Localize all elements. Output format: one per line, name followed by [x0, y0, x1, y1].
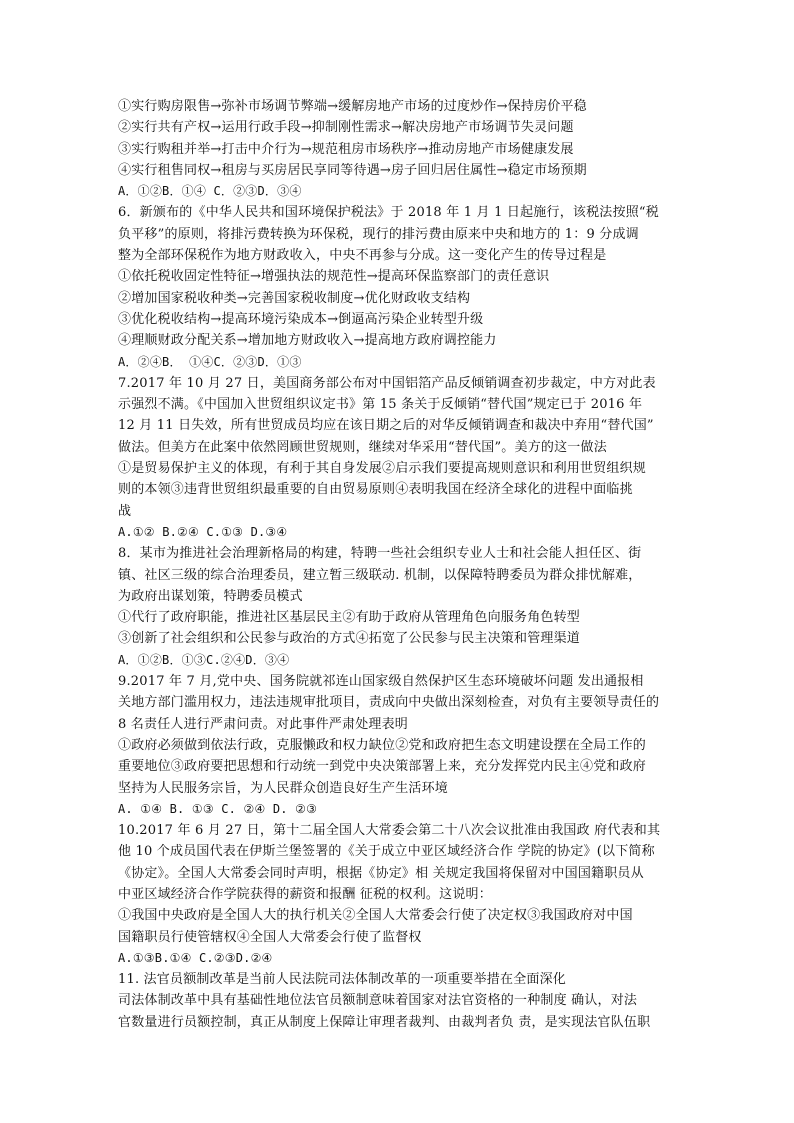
text-line: ④理顺财政分配关系→增加地方财政收入→提高地方政府调控能力 — [118, 333, 497, 349]
text-line: ④实行租售同权→租房与买房居民享同等待遇→房子回归居住属性→稳定市场预期 — [118, 162, 587, 178]
text-line: 6．新颁布的《中华人民共和国环境保护税法》于 2018 年 1 月 1 日起施行，该税法按照“税 — [118, 205, 659, 221]
text-line: 国籍职员行使管辖权④全国人大常委会行使了监督权 — [118, 929, 422, 945]
document-page — [118, 96, 684, 1033]
text-line: 7.2017 年 10 月 27 日，美国商务部公布对中国铝箔产品反倾销调查初步裁定，中方对此表 — [118, 375, 656, 391]
text-line: 12 月 11 日失效，所有世贸成员均应在该日期之后的对华反倾销调查和裁决中弃用“替代国” — [118, 418, 654, 434]
text-line: ①依托税收固定性特征→增强执法的规范性→提高环保监察部门的责任意识 — [118, 269, 550, 285]
text-line: A．①②B．①④ C．②③D．③④ — [118, 184, 302, 199]
text-line: 8 名责任人进行严肃问责。对此事件严肃处理表明 — [118, 716, 409, 732]
text-line: A．①②B．①③C.②④D．③④ — [118, 652, 290, 667]
text-line: 做法。但美方在此案中依然罔顾世贸规则，继续对华采用“替代国”。美方的这一做法 — [118, 439, 607, 455]
text-line: ②增加国家税收种类→完善国家税收制度→优化财政收支结构 — [118, 290, 471, 306]
text-line: ①政府必须做到依法行政，克服懒政和权力缺位②党和政府把生态文明建设摆在全局工作的 — [118, 737, 647, 753]
text-line: A.①③B.①④ C.②③D.②④ — [118, 950, 273, 965]
text-line: 10.2017 年 6 月 27 日，第十二届全国人大常委会第二十八次会议批准由我国政 府代表和其 — [118, 823, 661, 839]
text-line: 负平移”的原则，将排污费转换为环保税，现行的排污费由原来中央和地方的 1：9 分成调 — [118, 226, 639, 242]
text-line: 为政府出谋划策，特聘委员模式 — [118, 588, 303, 604]
text-line: 关地方部门滥用权力，违法违规审批项目，责成向中央做出深刻检查，对负有主要领导责任的 — [118, 695, 660, 711]
text-line: A. ①④ B. ①③ C. ②④ D. ②③ — [118, 801, 318, 816]
text-line: 镇、社区三级的综合治理委员，建立暂三级联动. 机制，以保障特聘委员为群众排忧解难， — [118, 567, 642, 583]
text-line: 坚持为人民服务宗旨，为人民群众创造良好生产生活环境 — [118, 780, 449, 796]
text-line: ③实行购租并举→打击中介行为→规范租房市场秩序→推动房地产市场健康发展 — [118, 141, 574, 157]
text-line: ③优化税收结构→提高环境污染成本→倒逼高污染企业转型升级 — [118, 311, 484, 327]
text-line: ①是贸易保护主义的体现，有利于其自身发展②启示我们要提高规则意识和利用世贸组织规 — [118, 461, 647, 477]
text-line: A．②④B． ①④C．②③D．①③ — [118, 354, 302, 369]
text-line: 11. 法官员额制改革是当前人民法院司法体制改革的一项重要举措在全面深化 — [118, 972, 567, 988]
text-line: 司法体制改革中具有基础性地位法官员额制意味着国家对法官资格的一种制度 确认，对法 — [118, 993, 638, 1009]
text-line: A.①② B.②④ C.①③ D.③④ — [118, 524, 288, 539]
text-line: 整为全部环保税作为地方财政收入，中央不再参与分成。这一变化产生的传导过程是 — [118, 248, 607, 264]
text-line: 《协定》。全国人大常委会同时声明，根据《协定》相 关规定我国将保留对中国国籍职员从 — [118, 865, 644, 881]
text-line: ③创新了社会组织和公民参与政治的方式④拓宽了公民参与民主决策和管理渠道 — [118, 631, 581, 647]
text-line: 9.2017 年 7 月,党中央、国务院就祁连山国家级自然保护区生态环境破坏问题 发出通报相 — [118, 674, 644, 690]
text-line: 中亚区域经济合作学院获得的薪资和报酬 征税的权利。这说明： — [118, 886, 492, 902]
text-line: 8．某市为推进社会治理新格局的构建，特聘一些社会组织专业人士和社会能人担任区、街 — [118, 546, 642, 562]
text-line: ①代行了政府职能，推进社区基层民主②有助于政府从管理角色向服务角色转型 — [118, 610, 581, 626]
text-line: ②实行共有产权→运用行政手段→抑制刚性需求→解决房地产市场调节失灵问题 — [118, 120, 574, 136]
text-line: 重要地位③政府要把思想和行动统一到党中央决策部署上来，充分发挥党内民主④党和政府 — [118, 759, 647, 775]
text-line: ①我国中央政府是全国人大的执行机关②全国人大常委会行使了决定权③我国政府对中国 — [118, 908, 633, 924]
text-line: 示强烈不满。《中国加入世贸组织议定书》第 15 条关于反倾销“替代国”规定已于 2016 年 — [118, 397, 643, 413]
text-line: 官数量进行员额控制，真正从制度上保障让审理者裁判、由裁判者负 责，是实现法官队伍职 — [118, 1014, 651, 1030]
text-line: 则的本领③违背世贸组织最重要的自由贸易原则④表明我国在经济全球化的进程中面临挑 — [118, 482, 633, 498]
text-line: 战 — [118, 503, 132, 519]
text-line: ①实行购房限售→弥补市场调节弊端→缓解房地产市场的过度炒作→保持房价平稳 — [118, 99, 587, 114]
text-line: 他 10 个成员国代表在伊斯兰堡签署的《关于成立中亚区域经济合作 学院的协定》(以下简称 — [118, 844, 655, 860]
